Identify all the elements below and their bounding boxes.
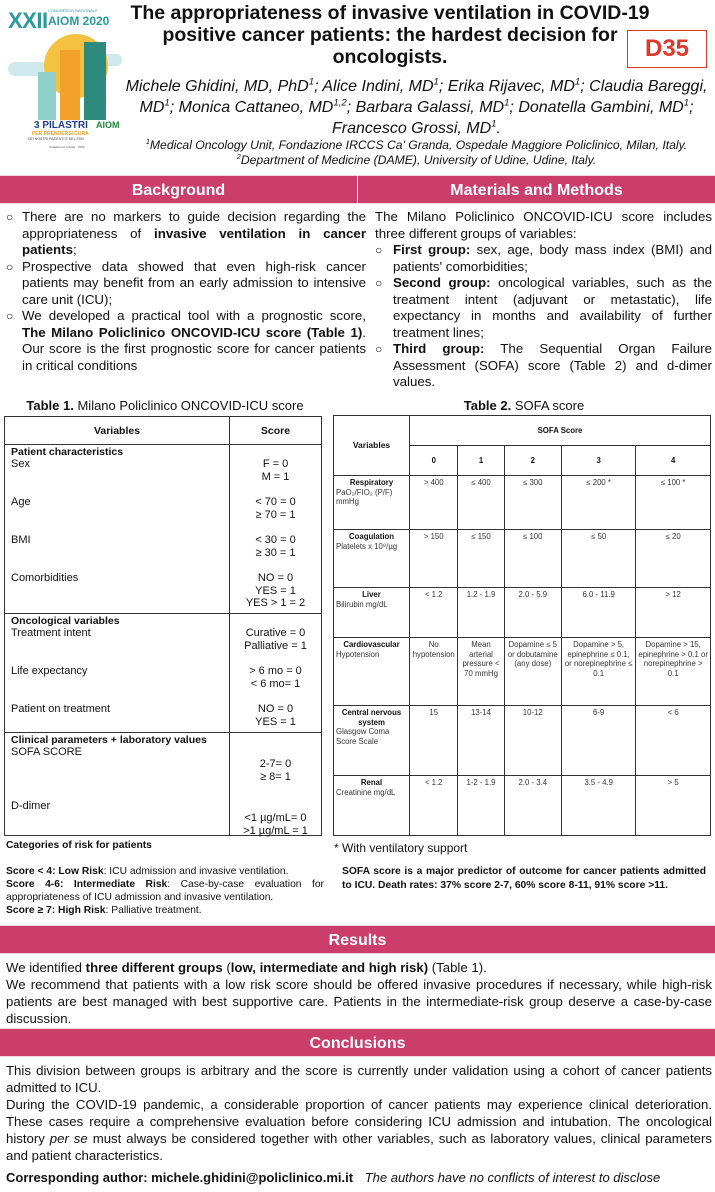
risk-item: Score 4-6: Intermediate Risk: Case-by-case evaluation for appropriateness of ICU admission and invasive ventilation. [6, 879, 324, 903]
risk-item: Score < 4: Low Risk: ICU admission and invasive ventilation. [6, 866, 289, 877]
author-name: Michele Ghidini, MD, PhD [125, 78, 309, 95]
methods-item: ○ Third group: The Sequential Organ Failure Assessment (SOFA) score (Table 2) and d-dimer values. [375, 341, 712, 389]
table1-variable: Treatment intent [11, 627, 91, 639]
author-separator: ; [509, 99, 519, 116]
table1-variable: D-dimer [11, 800, 51, 812]
table1-score-value: > 6 mo = 0 [249, 665, 302, 677]
author-separator: ; [580, 78, 590, 95]
table1-group-title: Oncological variables [11, 615, 120, 627]
sofa-note: SOFA score is a major predictor of outcome for cancer patients admitted to ICU. Death rates: 37% score 2-7, 60% score 8-11, 91% score >11. [342, 866, 706, 891]
table2-value-cell: > 400 [410, 476, 458, 530]
table1-score-values [236, 627, 315, 665]
table2-value-cell: < 6 [636, 706, 711, 776]
conclusions-paragraph: This division between groups is arbitrary and the score is currently under validation using a cohort of cancer patients admitted to ICU. [6, 1063, 712, 1095]
table2-system-detail: PaO₂/FIO₂ (P/F) mmHg [336, 487, 393, 506]
author-affiliation-mark: 1 [683, 97, 690, 109]
author-affiliation-mark: 1 [491, 118, 497, 130]
table2-score-column: 2 [504, 446, 561, 476]
results-body [6, 959, 712, 1027]
author-name: Francesco Grossi, MD [332, 120, 492, 137]
background-item: ○ Prospective data showed that even high-risk cancer patients may benefit from an early admission to intensive care unit (ICU); [6, 258, 366, 307]
affiliation-text: Department of Medicine (DAME), University of Udine, Udine, Italy. [240, 153, 597, 167]
background-list [4, 209, 366, 374]
table2-value-cell: ≤ 20 [636, 530, 711, 588]
table2-system-cell [334, 476, 410, 530]
logo-small-text: Piattaforma virtuale · 2020 [49, 145, 85, 149]
table2-row [334, 476, 711, 530]
table2-system-name: Central nervous system [341, 708, 402, 727]
table2-row [334, 530, 711, 588]
table2-sofa-score [333, 415, 711, 836]
risk-categories-title: Categories of risk for patients [6, 840, 152, 851]
risk-categories [6, 865, 324, 917]
author-separator: ; [346, 99, 356, 116]
table1-group-title: Clinical parameters + laboratory values [11, 734, 207, 746]
section-header-conclusions: Conclusions [0, 1028, 715, 1057]
table1-score-value: NO = 0 [257, 703, 294, 715]
logo-tagline-sub2: DEI NOSTRI PAZIENTI E DEL SSN [28, 137, 84, 141]
table1-score-value: M = 1 [261, 470, 290, 483]
background-item: ○ There are no markers to guide decision regarding the appropriateness of invasive ventilation in cancer patients; [6, 209, 366, 257]
table2-value-cell: 1-2 - 1.9 [458, 776, 504, 836]
table2-system-detail: Glasgow Coma Score Scale [336, 727, 390, 746]
table2-header-variables: Variables [334, 416, 410, 476]
table2-system-detail: Platelets x 10⁹/µg [336, 541, 398, 551]
table1-score-value: <1 µg/mL= 0 [244, 812, 307, 824]
author-name: Barbara Galassi, MD [355, 99, 505, 116]
section-header-results: Results [0, 925, 715, 954]
table2-system-name: Coagulation [348, 532, 395, 541]
table2-value-cell: > 150 [410, 530, 458, 588]
table2-value-cell: 15 [410, 706, 458, 776]
results-paragraph: We recommend that patients with a low risk score should be offered invasive procedures if necessary, while high-risk patients are best managed with best supportive care. Patients in the intermediate-risk group deserve a case-by-case discussion. [6, 977, 712, 1026]
risk-item: Score ≥ 7: High Risk: Palliative treatment. [6, 905, 202, 916]
table2-value-cell: 2.0 - 3.4 [504, 776, 561, 836]
section-header-background: Background [0, 175, 357, 204]
congress-logo [4, 2, 122, 162]
affiliation-text: Medical Oncology Unit, Fondazione IRCCS Ca' Granda, Ospedale Maggiore Policlinico, Milan, Italy. [149, 138, 688, 152]
table2-value-cell: ≤ 300 [504, 476, 561, 530]
author-name: Monica Cattaneo, MD [178, 99, 334, 116]
table2-value-cell: < 1.2 [410, 776, 458, 836]
table2-value-cell: < 1.2 [410, 588, 458, 638]
bullet-icon: ○ [375, 342, 383, 356]
table1-score-value: < 6 mo= 1 [250, 677, 301, 690]
bullet-icon: ○ [6, 210, 14, 224]
bullet-icon: ○ [6, 309, 14, 323]
table2-value-cell: ≤ 200 * [561, 476, 635, 530]
poster-code-badge: D35 [627, 30, 707, 68]
author-separator: ; [169, 99, 179, 116]
table2-system-name: Cardiovascular [343, 640, 400, 649]
conclusions-body [6, 1062, 712, 1164]
logo-congress-line: CONGRESSO NAZIONALE [48, 8, 98, 13]
table1-group [5, 733, 322, 836]
methods-body [375, 209, 712, 391]
table2-value-cell: 13-14 [458, 706, 504, 776]
logo-tagline-sub: PER PRENDERSI CURA [32, 131, 89, 137]
table1-score-values [236, 746, 315, 800]
table2-system-cell [334, 706, 410, 776]
table2-value-cell: Dopamine > 5, epinephrine ≤ 0.1, or norepinephrine ≤ 0.1 [561, 638, 635, 706]
table2-value-cell: ≤ 150 [458, 530, 504, 588]
table1-variable: SOFA SCORE [11, 746, 82, 758]
table1-score-values [236, 534, 315, 572]
table2-system-cell [334, 530, 410, 588]
table2-score-column: 0 [410, 446, 458, 476]
table1-oncovid-icu-score [4, 416, 322, 836]
affiliation-number: 2 [236, 151, 241, 161]
table1-variable: Life expectancy [11, 665, 88, 677]
results-paragraph: We identified three different groups (low, intermediate and high risk) (Table 1). [6, 960, 487, 975]
author-name: Donatella Gambini, MD [518, 99, 684, 116]
table2-value-cell: 10-12 [504, 706, 561, 776]
author-separator: ; [689, 99, 694, 116]
table1-variables-cell [5, 445, 230, 614]
table1-score-values [236, 458, 315, 496]
table2-row [334, 588, 711, 638]
table1-variable: BMI [11, 534, 31, 546]
table2-value-cell: 1.2 - 1.9 [458, 588, 504, 638]
table2-value-cell: 3.5 - 4.9 [561, 776, 635, 836]
table2-system-cell [334, 776, 410, 836]
table1-variable: Sex [11, 458, 30, 470]
conflict-of-interest: The authors have no conflicts of interest to disclose [364, 1170, 661, 1185]
table1-variables-cell [5, 614, 230, 733]
table1-score-value: < 30 = 0 [255, 534, 296, 546]
corresponding-author: Corresponding author: michele.ghidini@policlinico.mi.it [6, 1170, 354, 1185]
logo-tagline: 3 PILASTRI [34, 120, 88, 131]
table2-value-cell: ≤ 100 [504, 530, 561, 588]
pillar-graphic [60, 50, 80, 120]
logo-name: AIOM 2020 [48, 14, 110, 28]
table1-score-value: NO = 0 [257, 572, 294, 584]
table1-score-values [236, 665, 315, 703]
pillar-graphic [38, 72, 56, 120]
table2-row [334, 706, 711, 776]
table2-value-cell: No hypotension [410, 638, 458, 706]
table1-score-value: >1 µg/mL = 1 [243, 824, 308, 837]
author-affiliation-mark: 1,2 [333, 97, 347, 109]
author-name: Alice Indini, MD [322, 78, 434, 95]
bullet-icon: ○ [375, 276, 383, 290]
table1-variable: Patient on treatment [11, 703, 111, 715]
table2-system-name: Liver [362, 590, 381, 599]
methods-item: ○ Second group: oncological variables, such as the treatment intent (adjuvant or metastatic), life expectancy in months and availability of further treatment lines; [375, 275, 712, 340]
table2-row [334, 776, 711, 836]
table1-group [5, 614, 322, 733]
table1-variable: Age [11, 496, 31, 508]
table2-header-sofa: SOFA Score [410, 416, 711, 446]
table1-score-cell [230, 733, 322, 836]
table1-score-values [236, 496, 315, 534]
author-affiliation-mark: 1 [574, 76, 581, 88]
author-affiliation-mark: 1 [164, 97, 170, 109]
table1-group-title: Patient characteristics [11, 446, 124, 458]
table2-value-cell: Mean arterial pressure < 70 mmHg [458, 638, 504, 706]
table1-score-value: ≥ 8= 1 [260, 770, 291, 783]
methods-item: ○ First group: sex, age, body mass index (BMI) and patients' comorbidities; [375, 242, 712, 274]
table1-group [5, 445, 322, 614]
table1-score-value: < 70 = 0 [255, 496, 296, 508]
affiliation-number: 1 [145, 136, 150, 146]
table1-score-value: YES = 1 [255, 715, 296, 728]
table2-value-cell: 2.0 - 5.9 [504, 588, 561, 638]
logo-edition: XXII [8, 8, 48, 33]
table2-value-cell: Dopamine > 15, epinephrine > 0.1 or norepinephrine > 0.1 [636, 638, 711, 706]
table2-value-cell: 6-9 [561, 706, 635, 776]
affiliations [118, 138, 715, 168]
table1-score-value: YES > 1 = 2 [245, 597, 306, 609]
table1-variable: Comorbidities [11, 572, 79, 584]
table2-score-column: 1 [458, 446, 504, 476]
author-separator: . [496, 120, 501, 137]
table2-system-cell [334, 588, 410, 638]
table2-system-cell [334, 638, 410, 706]
table1-score-value: Curative = 0 [245, 627, 306, 639]
table2-system-detail: Bilirubin mg/dL [336, 599, 388, 609]
association-logo: AIOM [96, 120, 120, 130]
table2-value-cell: 6.0 - 11.9 [561, 588, 635, 638]
table1-header-score: Score [230, 417, 322, 445]
footer [6, 1170, 715, 1185]
bullet-icon: ○ [375, 243, 383, 257]
table2-score-column: 4 [636, 446, 711, 476]
bullet-icon: ○ [6, 259, 14, 274]
table1-score-value: 2-7= 0 [259, 758, 292, 770]
methods-intro: The Milano Policlinico ONCOVID-ICU score includes three different groups of variables: [375, 209, 712, 241]
table2-score-column: 3 [561, 446, 635, 476]
background-item: ○ We developed a practical tool with a prognostic score, The Milano Policlinico ONCOVID-ICU score (Table 1). Our score is the first prognostic score for cancer patients in critical conditions [6, 308, 366, 373]
table1-score-value: ≥ 70 = 1 [255, 508, 296, 521]
table2-system-detail: Creatinine mg/dL [336, 787, 396, 797]
table1-variables-cell [5, 733, 230, 836]
author-affiliation-mark: 1 [433, 76, 439, 88]
table2-row [334, 638, 711, 706]
poster-title: The appropriateness of invasive ventilation in COVID-19 positive cancer patients: the hardest decision for oncologists. [130, 2, 650, 68]
table1-score-value: ≥ 30 = 1 [255, 546, 296, 559]
author-affiliation-mark: 1 [504, 97, 510, 109]
table1-score-values [236, 800, 315, 837]
section-header-methods: Materials and Methods [358, 175, 715, 204]
author-affiliation-mark: 1 [308, 76, 315, 88]
conclusions-paragraph: During the COVID-19 pandemic, a considerable proportion of cancer patients may experience clinical deterioration. These cases require a comprehensive evaluation before considering ICU admission and intubation. The oncological history per se must always be considered together with other variables, such as laboratory values, clinical parameters and patient characteristics. [6, 1097, 712, 1163]
table1-score-value: Palliative = 1 [244, 639, 307, 652]
table2-value-cell: ≤ 50 [561, 530, 635, 588]
author-name: Claudia Bareggi, MD [139, 78, 708, 116]
table2-system-detail: Hypotension [336, 649, 380, 659]
table1-score-values [236, 703, 315, 731]
author-list [118, 76, 715, 139]
author-name: Erika Rijavec, MD [447, 78, 575, 95]
pillar-graphic [84, 42, 106, 120]
table1-header-variables: Variables [5, 417, 230, 445]
table2-value-cell: Dopamine ≤ 5 or dobutamine (any dose) [504, 638, 561, 706]
table2-value-cell: ≤ 400 [458, 476, 504, 530]
table2-system-name: Renal [360, 778, 383, 787]
table1-score-cell [230, 614, 322, 733]
table2-value-cell: > 5 [636, 776, 711, 836]
table2-value-cell: > 12 [636, 588, 711, 638]
table1-score-cell [230, 445, 322, 614]
table2-caption: Table 2. SOFA score [463, 398, 585, 413]
table1-score-values [236, 572, 315, 612]
table2-value-cell: ≤ 100 * [636, 476, 711, 530]
table2-footnote: * With ventilatory support [334, 841, 468, 855]
author-separator: ; [314, 78, 323, 95]
table1-score-value: YES = 1 [255, 584, 296, 597]
methods-list [375, 242, 712, 391]
author-separator: ; [438, 78, 448, 95]
table1-score-value: F = 0 [262, 458, 289, 470]
table1-caption: Table 1. Milano Policlinico ONCOVID-ICU score [26, 398, 304, 413]
table2-system-name: Respiratory [349, 478, 394, 487]
